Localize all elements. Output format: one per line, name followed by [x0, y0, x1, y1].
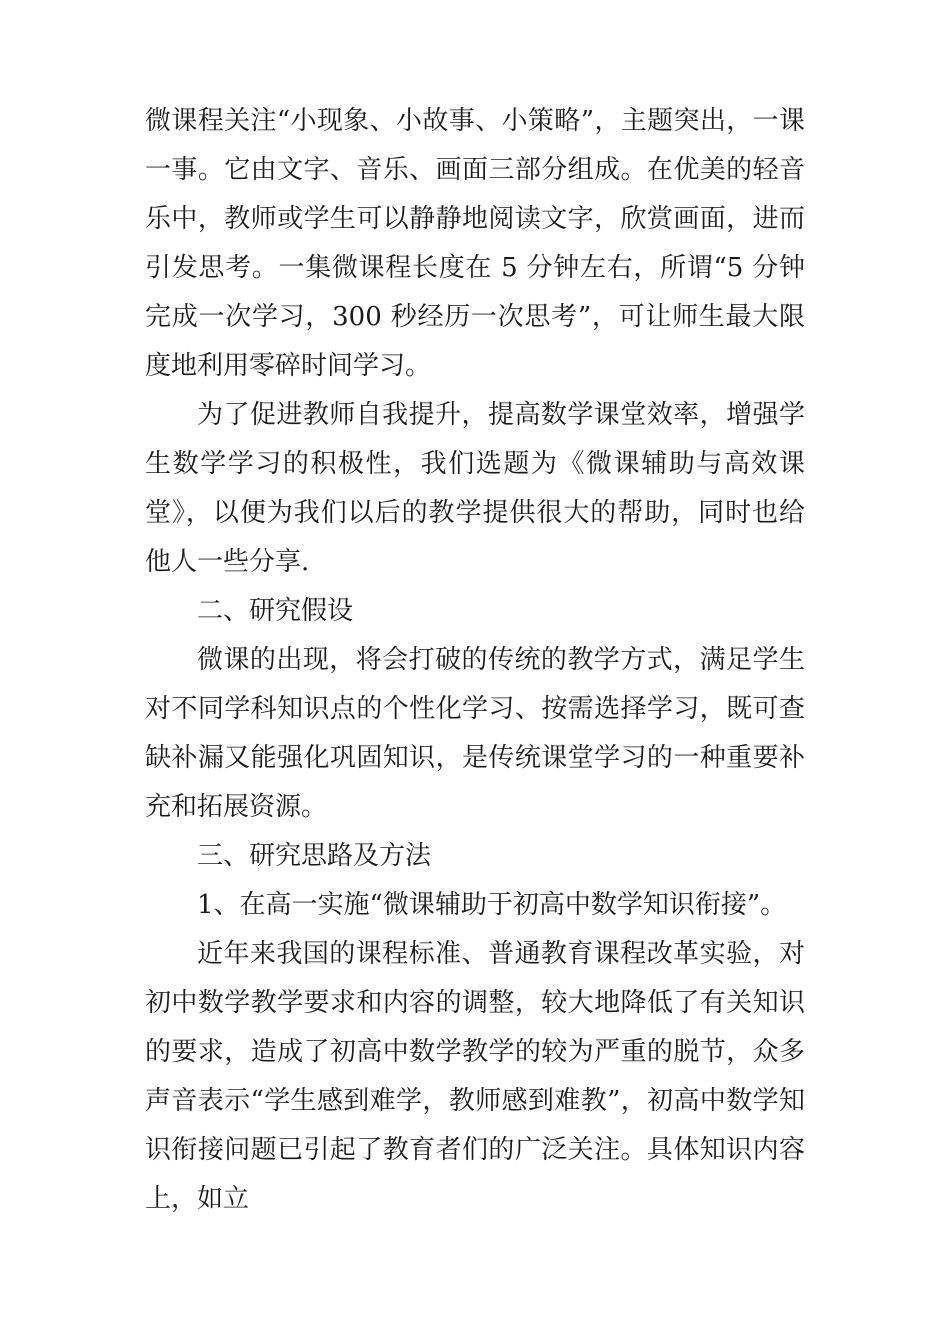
paragraph-intro: 微课程关注“小现象、小故事、小策略”，主题突出，一课一事。它由文字、音乐、画面三部分组成。在优美的轻音乐中，教师或学生可以静静地阅读文字，欣赏画面，进而引发思考。一集微课程长度在 5 分钟左右，所谓“5 分钟完成一次学习，300 秒经历一次思考”，可让师生最大限度地利用零碎时间学习。 — [145, 106, 805, 381]
paragraph-topic-selection: 为了促进教师自我提升，提高数学课堂效率，增强学生数学学习的积极性，我们选题为《微课辅助与高效课堂》，以便为我们以后的教学提供很大的帮助，同时也给他人一些分享. — [145, 400, 805, 577]
section-heading-hypothesis: 二、研究假设 — [197, 596, 354, 626]
section-heading-methods: 三、研究思路及方法 — [197, 841, 432, 871]
paragraph-background: 近年来我国的课程标准、普通教育课程改革实验，对初中数学教学要求和内容的调整，较大地降低了有关知识的要求，造成了初高中数学教学的较为严重的脱节，众多声音表示“学生感到难学，教师感到难教”，初高中数学知识衔接问题已引起了教育者们的广泛关注。具体知识内容上，如立 — [145, 939, 805, 1214]
paragraph-hypothesis: 微课的出现，将会打破的传统的教学方式，满足学生对不同学科知识点的个性化学习、按需选择学习，既可查缺补漏又能强化巩固知识，是传统课堂学习的一种重要补充和拓展资源。 — [145, 645, 805, 822]
subsection-heading-1: 1、在高一实施“微课辅助于初高中数学知识衔接”。 — [197, 890, 787, 920]
document-body — [145, 97, 805, 1224]
